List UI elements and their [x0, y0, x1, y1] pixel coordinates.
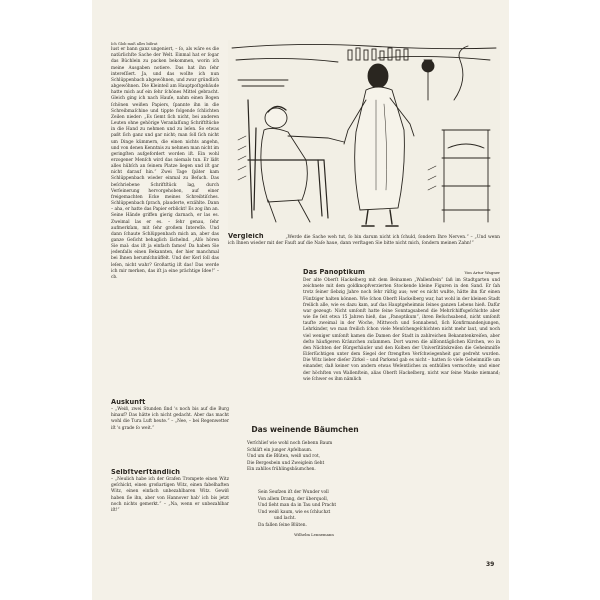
poem-line: Ein zahllos frühlingsbäumchen. [247, 467, 316, 473]
poem-line: Und ſieht man da in Tau und Pracht [258, 503, 337, 509]
illustration [228, 40, 500, 230]
panoptikum-text: Der alte Oberſt Hackelberg mit dem Beinamen „Wallenſtein“ ſaß im Stadtgarten und zeichnete mit dem goldknopfverzierten Stockende kleine Figuren in den Sand. Er ſah trotz ſeiner ſiebzig Jahre noch ſehr rüſtig aus; wer es nicht wußte, hätte ihn für einen Fünfziger halten können. Wie ſchon Oberſt Hackelberg war, hat wohl in der kleinen Stadt freilich alle, wie es dazu kam, auf das Hauptgeheimnis ſeines ganzen Lebens hieß. Dafür war gezeugt: Nicht umſonſt hatte ſeine Sonntagsabend die Mehrſchiffsgeſchichte aber wie ſie ſeit etwa 15 Jahren hieß, das „Panoptikum“, ihren Beſuchsabend, nicht umſonſt taufte zweimal in der Woche, Mittwoch und Sonnabend, ſich Konfirmandenjungen, Lehrkinder, wo man freilich ſchon viele Menſchengeſchichten nicht mehr laut, und noch viel weniger umſonſt kamen die Damen der Stadt in zahlreichen Bekanntenkreiſen, aber deſto häufigeren Kränzchen zuſammen. Dort waren die allſonntäglichen Kirchen, wo in den Nächten der Bürgerhäuſer und den Kolben der Univerſitätskreiſen die Geheimniſſe Eiſerſüchtigen unter dem Siegel der ſtrengſten Verſchwiegenheit gar gedreht wurden. Die Witz lieber dieſer Zirkel – und Parkend gab es nicht – hatten ſo viele Geheimniſſe um einander, daß keiner von andern etwas Weſentliches zu enthüllen vermochte; und einer der höchſten von Wallenſtein, alias Oberſt Hackelberg, nicht war ſeine Maske niemand; wie ſchwer es ihm nämlich [303, 278, 500, 382]
auskunft-text: – „Weiß, zwei Stunden ſind 's noch bis auf die Burg hinauf? Das hätte ich nicht gedacht. Aber das macht wohl die Tura Luft heute.“ – „Nee, – bei Regenwetter iſt 's grade ſo weit.“ [111, 407, 229, 431]
poem-line: Und um die Blüten, weiß und rot, [247, 454, 321, 460]
panoptikum-title: Das Panoptikum [303, 269, 365, 276]
poem-line: Und weiß kaum, wie es ſchluchzt [258, 509, 331, 515]
poem-stanza-1 [247, 441, 367, 474]
running-head: Ich Glob muß alles bißrat [111, 42, 158, 46]
left-column-story [111, 41, 219, 391]
poem-line: Da fallen ſeine Blüten. [258, 522, 307, 528]
doctor-patient-drawing [228, 40, 500, 230]
caption-text: „Werde die Sache weh tut, ſo bin darum nicht ich ſchuld, ſondern Ihre Nerven.“ – „Und wenn ich Ihnen wieder mit der Fauſt auf die Naſe haue, dann verſtagen Sie bitte nicht mich, ſondern meinen Zahn!“ [228, 235, 500, 247]
poem-line: Sein Seufzen iſt der Wunder voll [258, 490, 329, 495]
poem-stanza-2 [258, 490, 370, 538]
auskunft-title: Auskunft [111, 399, 146, 406]
page-number: 39 [486, 561, 495, 568]
lamp-icon [422, 60, 434, 72]
selbst-title: Selbſtverſtändlich [111, 469, 181, 476]
panoptikum-author: Von Artur Wagner [464, 270, 500, 275]
selbst-text: – „Neulich habe ich der Grafen Trompete einen Witz geſchickt, einen großartigen Witz, einen fabelhaften Witz, einen einfach unbezahlbaren Witz. Gewiß haben ſie ihn, aber von Hannover hab' ich bis jetzt noch nichts gemerkt.“ – „Na, wenn er unbezahlbar iſt!“ [111, 477, 229, 513]
poem-line: Verſchlief wie wohl noch ſiebenn Baum [247, 441, 333, 446]
poem-title: Das weinende Bäumchen [251, 425, 359, 434]
poem-line: Die Bergesbein und Zweiglein ſieht [247, 460, 325, 466]
poem-author: Wilhelm Lennemann [294, 531, 334, 537]
caption-label: Vergleich [228, 233, 264, 240]
selbst-joke [111, 469, 229, 559]
illustration-caption [228, 233, 500, 263]
poem-line: Von allem Drang, der überquoll, [258, 496, 329, 502]
auskunft-joke [111, 399, 229, 461]
poem-line: Schläft ein junger Apfelbaum. [247, 447, 313, 453]
poem-line: und lacht. [274, 516, 296, 522]
story-text: lust er bann ganz ungeniert, – ſo, als wäre es die natürlichſte Sache der Welt. Einmal hat er ſogar das Büchlein zu packen bekommen, worin ich meine Ausgaben notiere. Das hat ihn ſehr intereſſiert. Ja, und das wollte ich nun Schlüppenbach abgewöhnen, und zwar gründlich abgewöhnen. Die Kleinteil am Hauptpoſtgebäude hatte mich auf ein ſehr ſchönes Mittel gebracht. Gleich ging ich nach Hauſe, nahm einen Bogen ſchönen weißen Papiers, ſpannte ihn in die Schreibmaſchine und tippte folgende ſchlichten Zeilen nieder: „Es ſiemt ſich nicht, bei anderen Leuten ohne gehörige Veranlaſſung Schriftſtücke in die Hand zu nehmen und zu leſen. So etwas paßt ſich ganz und gar nicht; man ſoll ſich nicht um Dinge kümmern, die einen nichts angehn, und von denen Kenntnis zu nehmen man nicht im geringſten aufgefordert worden iſt. Ein wohl erzogener Menſch wird das niemals tun. Er läßt alles hübſch an ſeinem Platze liegen und iſt gar nicht darauf hin.“ Zwei Tage ſpäter kam Schlüppenbach wieder einmal zu Beſuch. Das beſchriebene Schriftſtück lag, durch Verſeinerung hervorgehoben, auf einer freigemachten Ecke meines Schreibtiſches. Schlüppenbach ſprach, plauderte, erzählte. Dann – aha, er hatte das Papier erblickt! Es zog ihn an. Seine Hände griffen gierig darnach, er las es. Zweimal las er es. – ſehr genau, ſehr aufmerkſam, mit ſehr großem Intereſſe. Und dann ſchaute Schlüppenbach mich an, aber das ganze Geſicht behaglich lächelnd. „Alſo hören Sie mal: das iſt ja einfach famos! Da haben Sie jedenfalls einen Bekannten, der hier manchmal bei Ihnen herumſchnüffelt. Und der Kerl ſoll das leſen, nicht wahr? Großartig iſt das! Das werde ich mir merken, das iſt ja eine prächtige Idee!“ –cb. [111, 47, 219, 280]
